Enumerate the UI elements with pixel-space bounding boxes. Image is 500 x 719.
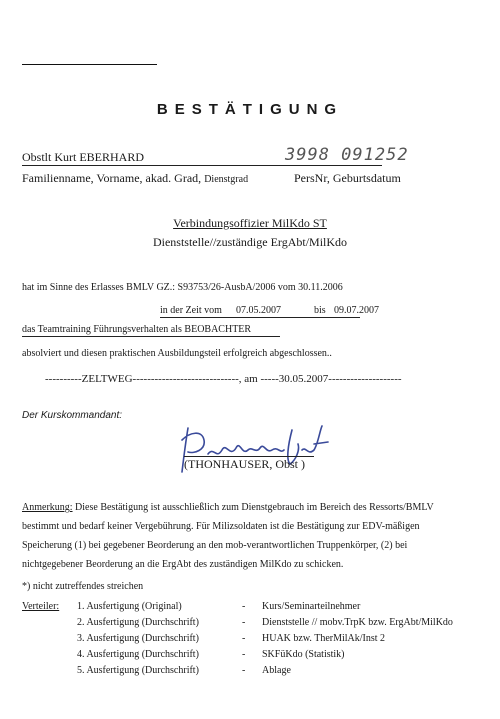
distribution-dash-1: -	[242, 601, 246, 612]
period-underline	[160, 317, 360, 318]
header-rule	[22, 64, 157, 65]
distribution-copy-3: 3. Ausfertigung (Durchschrift)	[77, 633, 199, 644]
note-text-1: Diese Bestätigung ist ausschließlich zum Dienstgebrauch im Bereich des Ressorts/BMLV	[75, 502, 434, 513]
training-text: das Teamtraining Führungsverhalten als BEOBACHTER	[22, 324, 252, 335]
name-caption	[22, 171, 248, 186]
distribution-dash-5: -	[242, 665, 246, 676]
document-title: BESTÄTIGUNG	[156, 101, 344, 118]
person-underline	[22, 165, 382, 166]
distribution-dash-4: -	[242, 649, 246, 660]
place-date: ----------ZELTWEG-----------------------------, am -----30.05.2007--------------------	[45, 373, 402, 385]
persnr-handwritten: 3998 091252	[285, 145, 409, 165]
training-underline	[22, 336, 280, 337]
period-bis: bis	[314, 305, 326, 316]
distribution-recipient-3: HUAK bzw. TherMilAk/Inst 2	[262, 633, 386, 644]
note-line-2: bestimmt und bedarf keiner Vergebührung. Für Milizsoldaten ist die Bestätigung zur EDV-mäßigen	[22, 521, 420, 532]
dept-caption: Dienststelle//zuständige ErgAbt/MilKdo	[152, 235, 348, 249]
distribution-dash-2: -	[242, 617, 246, 628]
name-caption-text: Familienname, Vorname, akad. Grad,	[22, 171, 202, 185]
period-prefix: in der Zeit vom	[160, 305, 222, 316]
distribution-recipient-2: Dienststelle // mobv.TrpK bzw. ErgAbt/MilKdo	[262, 617, 453, 628]
note-line-1	[22, 502, 434, 513]
completed-text: absolviert und diesen praktischen Ausbildungsteil erfolgreich abgeschlossen..	[22, 348, 332, 359]
distribution-label: Verteiler:	[22, 601, 60, 612]
unit-role: Verbindungsoffizier MilKdo ST	[173, 216, 327, 230]
name-caption-small: Dienstgrad	[204, 174, 249, 185]
distribution-copy-4: 4. Ausfertigung (Durchschrift)	[77, 649, 199, 660]
distribution-copy-2: 2. Ausfertigung (Durchschrift)	[77, 617, 199, 628]
note-line-4: nichtgegebener Beorderung an die ErgAbt des zuständigen MilKdo zu schicken.	[22, 559, 344, 570]
signature-rule	[184, 456, 314, 457]
persnr-caption: PersNr, Geburtsdatum	[294, 171, 401, 185]
distribution-dash-3: -	[242, 633, 246, 644]
distribution-copy-5: 5. Ausfertigung (Durchschrift)	[77, 665, 199, 676]
signature-label: Der Kurskommandant:	[22, 410, 123, 421]
person-name: Obstlt Kurt EBERHARD	[22, 150, 145, 164]
distribution-copy-1: 1. Ausfertigung (Original)	[77, 601, 182, 612]
date-to: 09.07.2007	[334, 305, 379, 316]
strike-note: *) nicht zutreffendes streichen	[22, 581, 144, 592]
distribution-recipient-5: Ablage	[262, 665, 291, 676]
distribution-recipient-4: SKFüKdo (Statistik)	[262, 649, 345, 660]
note-line-3: Speicherung (1) bei gegebener Beorderung an den mob-verantwortlichen Truppenkörper, (2) bei	[22, 540, 408, 551]
signer-name: (THONHAUSER, Obst )	[184, 457, 305, 471]
distribution-recipient-1: Kurs/Seminarteilnehmer	[262, 601, 361, 612]
note-label: Anmerkung:	[22, 502, 73, 513]
decree-text: hat im Sinne des Erlasses BMLV GZ.: S93753/26-AusbA/2006 vom 30.11.2006	[22, 282, 343, 293]
date-from: 07.05.2007	[236, 305, 281, 316]
